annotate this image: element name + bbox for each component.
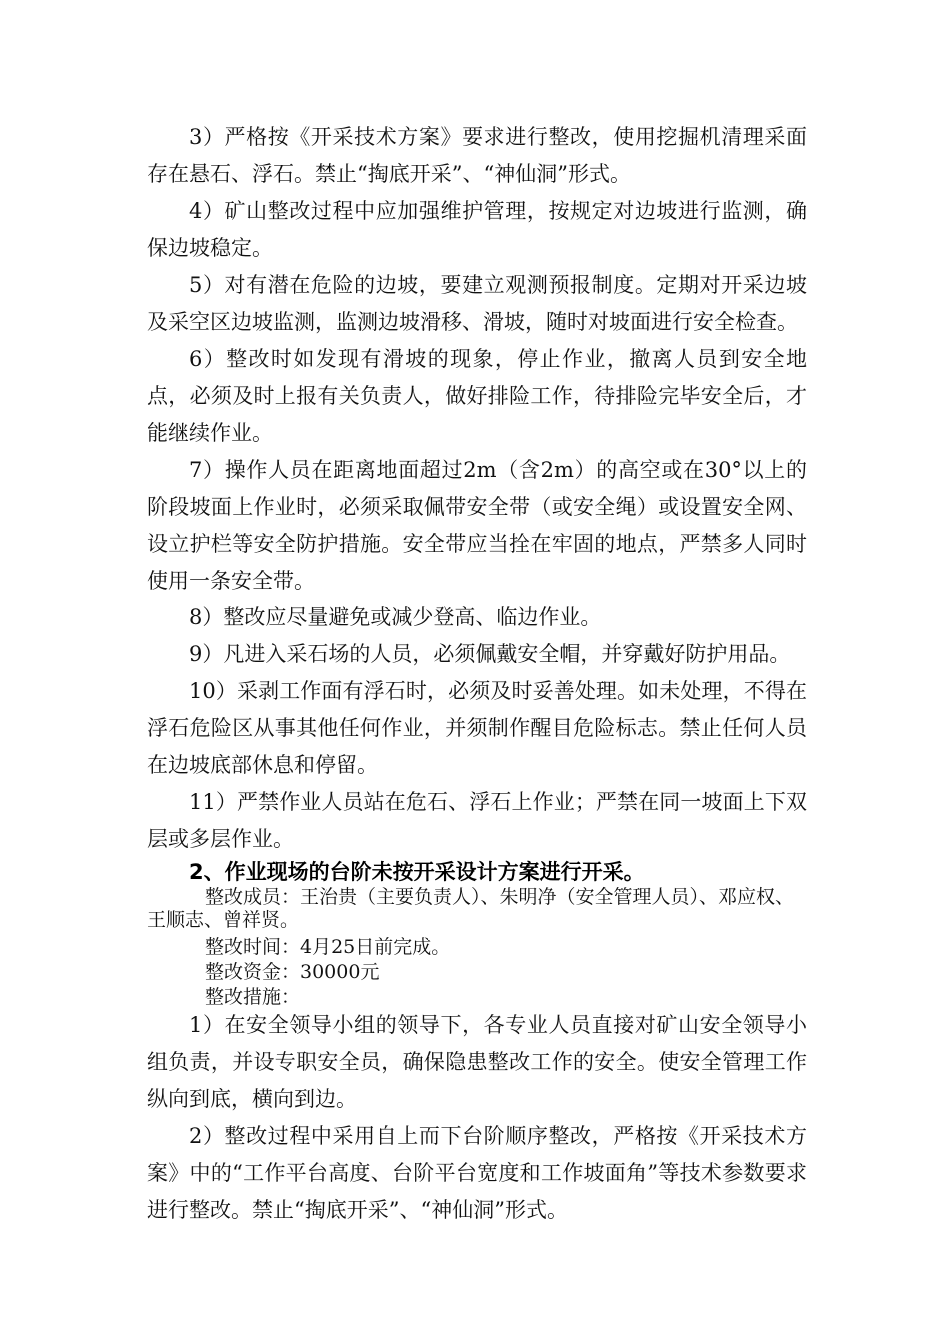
paragraph-item-4: 4）矿山整改过程中应加强维护管理，按规定对边坡进行监测，确保边坡稳定。 bbox=[147, 199, 807, 260]
rectification-deadline: 整改时间：4月25日前完成。 bbox=[205, 936, 451, 958]
paragraph-item-11: 11）严禁作业人员站在危石、浮石上作业；严禁在同一坡面上下双层或多层作业。 bbox=[147, 790, 807, 851]
paragraph-item-6: 6）整改时如发现有滑坡的现象，停止作业，撤离人员到安全地点，必须及时上报有关负责人，做好排险工作，待排险完毕安全后，才能继续作业。 bbox=[147, 347, 807, 445]
paragraph-item-5: 5）对有潜在危险的边坡，要建立观测预报制度。定期对开采边坡及采空区边坡监测，监测边坡滑移、滑坡，随时对坡面进行安全检查。 bbox=[147, 273, 807, 334]
measure-item-1: 1）在安全领导小组的领导下，各专业人员直接对矿山安全领导小组负责，并设专职安全员，确保隐患整改工作的安全。使安全管理工作纵向到底，横向到边。 bbox=[147, 1013, 807, 1111]
paragraph-item-8: 8）整改应尽量避免或减少登高、临边作业。 bbox=[189, 605, 602, 629]
rectification-funding: 整改资金：30000元 bbox=[205, 961, 380, 983]
measure-item-2: 2）整改过程中采用自上而下台阶顺序整改，严格按《开采技术方案》中的“工作平台高度、台阶平台宽度和工作坡面角”等技术参数要求进行整改。禁止“掏底开采”、“神仙洞”形式。 bbox=[147, 1124, 807, 1222]
section-heading: 2、作业现场的台阶未按开采设计方案进行开采。 bbox=[189, 860, 645, 884]
paragraph-item-10: 10）采剥工作面有浮石时，必须及时妥善处理。如未处理，不得在浮石危险区从事其他任何作业，并须制作醒目危险标志。禁止任何人员在边坡底部休息和停留。 bbox=[147, 679, 807, 777]
rectification-members: 整改成员：王治贵（主要负责人）、朱明净（安全管理人员）、邓应权、王顺志、曾祥贤。 bbox=[147, 886, 795, 931]
paragraph-item-7: 7）操作人员在距离地面超过2m（含2m）的高空或在30°以上的阶段坡面上作业时，必须采取佩带安全带（或安全绳）或设置安全网、设立护栏等安全防护措施。安全带应当拴在牢固的地点，严禁多人同时使用一条安全带。 bbox=[147, 458, 807, 593]
paragraph-item-3: 3）严格按《开采技术方案》要求进行整改，使用挖掘机清理采面存在悬石、浮石。禁止“掏底开采”、“神仙洞”形式。 bbox=[147, 125, 807, 186]
paragraph-item-9: 9）凡进入采石场的人员，必须佩戴安全帽，并穿戴好防护用品。 bbox=[189, 642, 791, 666]
rectification-measures-label: 整改措施： bbox=[205, 986, 301, 1008]
